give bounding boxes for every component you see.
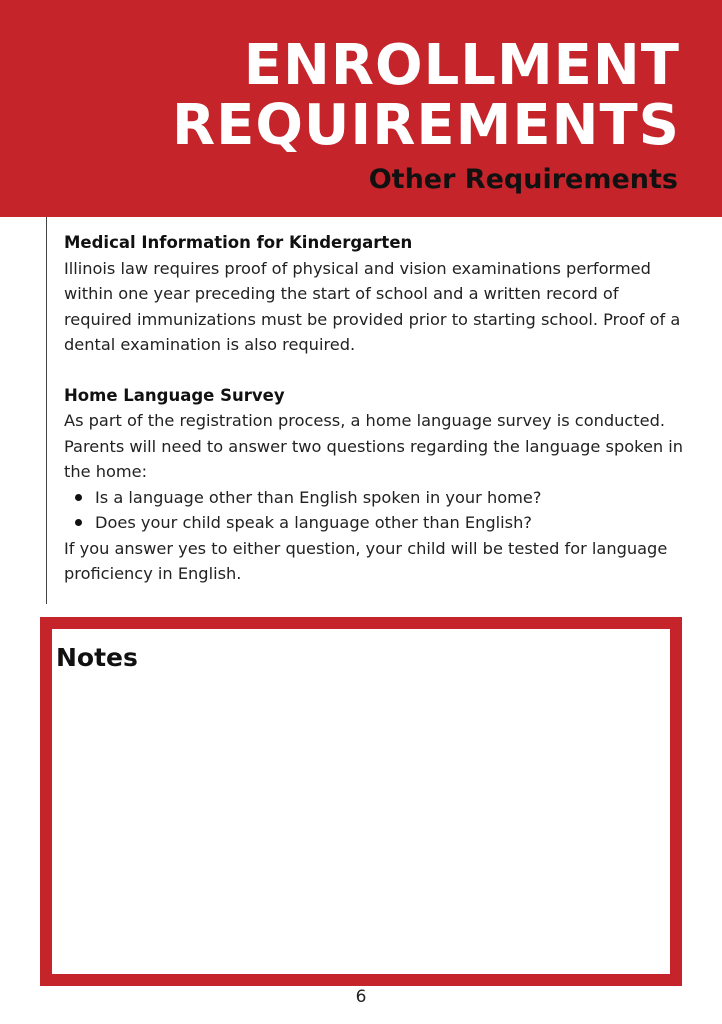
page-title-line-1: ENROLLMENT bbox=[243, 33, 680, 98]
survey-questions-list bbox=[64, 485, 684, 536]
notes-box bbox=[40, 617, 682, 986]
medical-information-heading: Medical Information for Kindergarten bbox=[64, 233, 413, 252]
medical-information-section bbox=[64, 230, 684, 358]
bullet-icon bbox=[75, 494, 82, 501]
home-language-survey-heading: Home Language Survey bbox=[64, 385, 285, 405]
content-body bbox=[64, 230, 684, 587]
survey-question-2: Does your child speak a language other than English? bbox=[95, 513, 532, 532]
home-language-survey-intro: As part of the registration process, a home language survey is conducted. Parents will need to answer two questions regarding the language spoken in the home: bbox=[64, 411, 684, 481]
section-spacer bbox=[64, 358, 684, 383]
medical-information-text: Illinois law requires proof of physical and vision examinations performed within one year preceding the start of school and a written record of required immunizations must be provided prior to starting school. Proof of a dental examination is also required. bbox=[64, 258, 681, 354]
home-language-survey-section bbox=[64, 383, 684, 587]
list-item bbox=[64, 485, 684, 511]
page-title-line-2: REQUIREMENTS bbox=[171, 93, 680, 158]
page-number: 6 bbox=[355, 987, 367, 1007]
list-item bbox=[64, 510, 684, 536]
home-language-survey-outro: If you answer yes to either question, your child will be tested for language proficiency in English. bbox=[64, 538, 668, 583]
header-banner bbox=[0, 0, 722, 217]
survey-question-1: Is a language other than English spoken in your home? bbox=[95, 487, 542, 507]
bullet-icon bbox=[75, 519, 82, 526]
notes-title: Notes bbox=[56, 643, 138, 672]
page-subtitle: Other Requirements bbox=[368, 164, 678, 195]
content-divider bbox=[46, 217, 47, 604]
